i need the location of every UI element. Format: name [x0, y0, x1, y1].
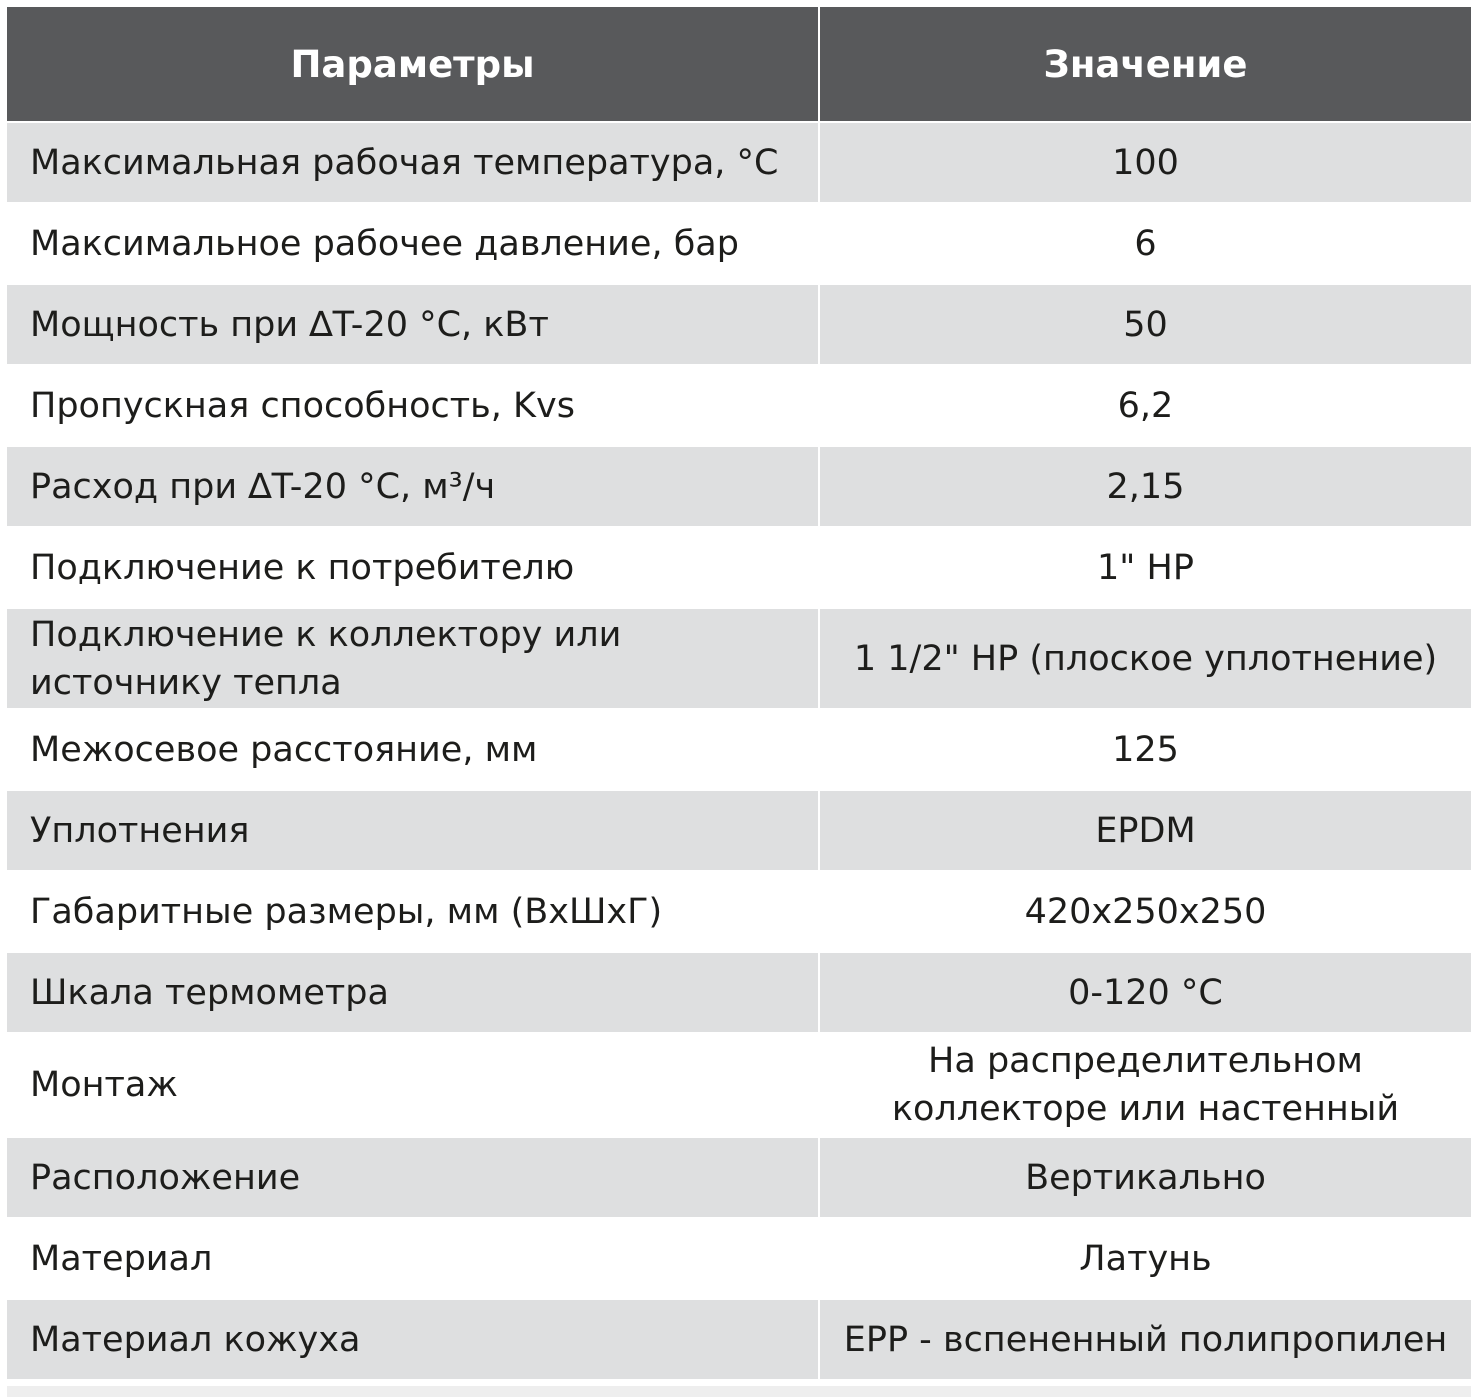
table-row — [7, 446, 1471, 527]
value-cell: EPDM — [819, 790, 1471, 871]
table-row — [7, 203, 1471, 284]
value-cell: 100 — [819, 122, 1471, 203]
parameter-cell: Расход при ∆T-20 °C, м³/ч — [7, 446, 819, 527]
value-cell: 6 — [819, 203, 1471, 284]
table-row — [7, 1137, 1471, 1218]
parameter-cell: Монтаж — [7, 1033, 819, 1137]
parameter-cell: Материал кожуха — [7, 1299, 819, 1380]
parameter-cell: Шкала термометра — [7, 952, 819, 1033]
table-row — [7, 122, 1471, 203]
table-row — [7, 1033, 1471, 1137]
table-row — [7, 790, 1471, 871]
table-row — [7, 1218, 1471, 1299]
parameter-cell: Подключение к потребителю — [7, 527, 819, 608]
value-cell: 1 1/2" НР (плоское уплотнение) — [819, 608, 1471, 709]
specifications-table — [7, 7, 1471, 1381]
table-header-row — [7, 7, 1471, 122]
parameter-cell: Максимальная рабочая температура, °C — [7, 122, 819, 203]
table-row — [7, 284, 1471, 365]
table-row — [7, 1299, 1471, 1380]
table-row — [7, 709, 1471, 790]
value-cell: 50 — [819, 284, 1471, 365]
value-cell: 0-120 °C — [819, 952, 1471, 1033]
parameter-cell: Подключение к коллектору или источнику тепла — [7, 608, 819, 709]
value-cell: Вертикально — [819, 1137, 1471, 1218]
value-cell: 6,2 — [819, 365, 1471, 446]
table-row — [7, 527, 1471, 608]
value-cell: 420x250x250 — [819, 871, 1471, 952]
column-header-value: Значение — [819, 7, 1471, 122]
column-header-parameters: Параметры — [7, 7, 819, 122]
value-cell: 1" НР — [819, 527, 1471, 608]
parameter-cell: Межосевое расстояние, мм — [7, 709, 819, 790]
parameter-cell: Материал — [7, 1218, 819, 1299]
table-row — [7, 365, 1471, 446]
table-row — [7, 952, 1471, 1033]
parameter-cell: Максимальное рабочее давление, бар — [7, 203, 819, 284]
value-cell: 2,15 — [819, 446, 1471, 527]
value-cell: На распределительном коллекторе или настенный — [819, 1033, 1471, 1137]
table-row — [7, 871, 1471, 952]
parameter-cell: Габаритные размеры, мм (ВхШхГ) — [7, 871, 819, 952]
parameter-cell: Расположение — [7, 1137, 819, 1218]
parameter-cell: Пропускная способность, Kvs — [7, 365, 819, 446]
table-bottom-edge — [7, 1386, 1471, 1397]
value-cell: Латунь — [819, 1218, 1471, 1299]
value-cell: EPP - вспененный полипропилен — [819, 1299, 1471, 1380]
value-cell: 125 — [819, 709, 1471, 790]
parameter-cell: Уплотнения — [7, 790, 819, 871]
table-row — [7, 608, 1471, 709]
parameter-cell: Мощность при ∆T-20 °C, кВт — [7, 284, 819, 365]
